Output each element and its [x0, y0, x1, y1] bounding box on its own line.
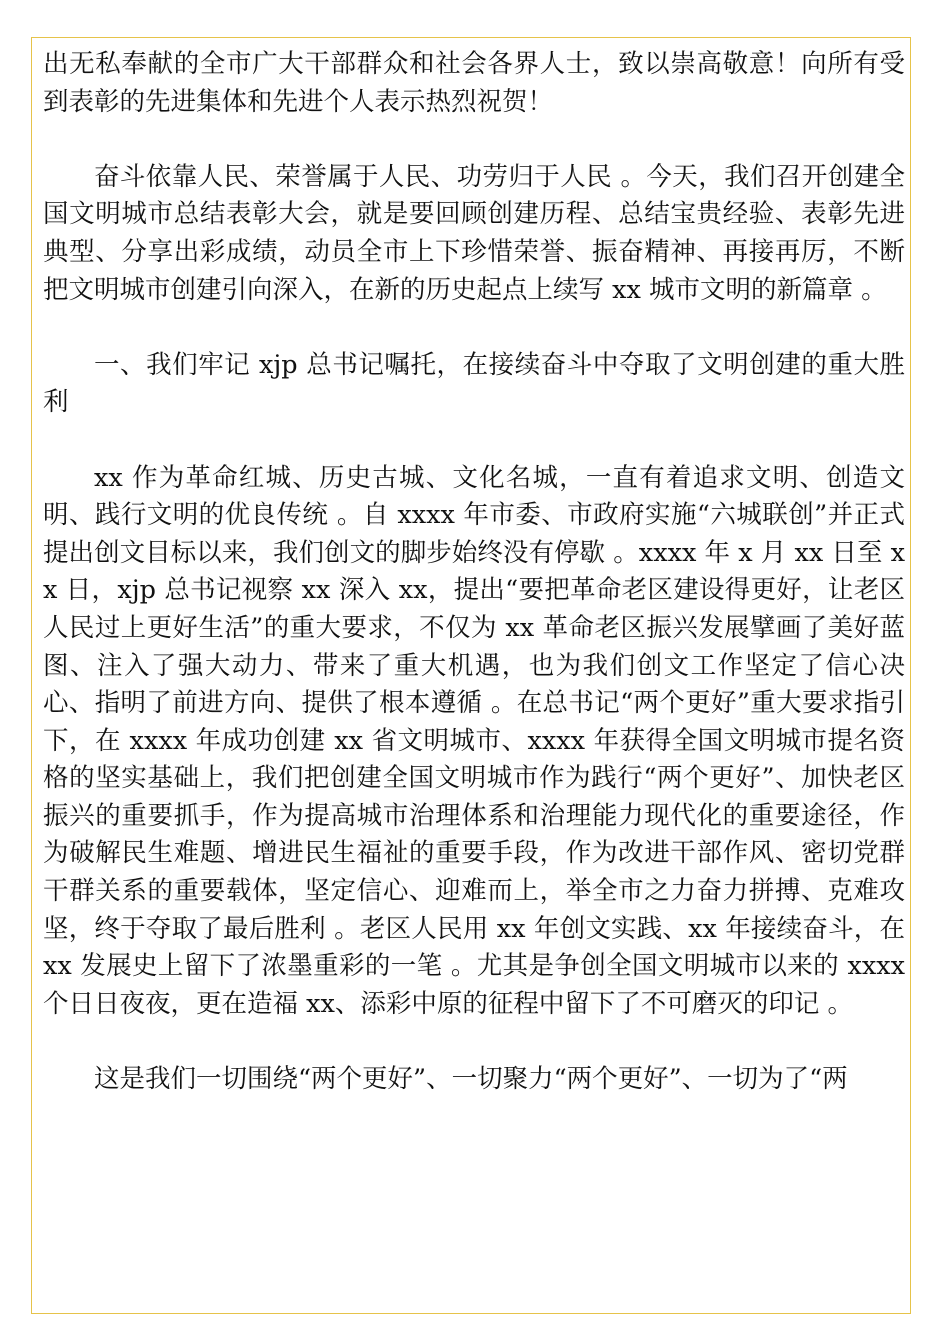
- document-body: [43, 46, 905, 1099]
- paragraph-continuation: 出无私奉献的全市广大干部群众和社会各界人士，致以崇高敬意！向所有受到表彰的先进集体和先进个人表示热烈祝贺！: [43, 49, 905, 117]
- paragraph-two-better: 这是我们一切围绕“两个更好”、一切聚力“两个更好”、一切为了“两: [94, 1064, 848, 1095]
- paragraph-creation-history: xx 作为革命红城、历史古城、文化名城，一直有着追求文明、创造文明、践行文明的优良传统 。自 xxxx 年市委、市政府实施“六城联创”并正式提出创文目标以来，我们创文的脚步始终没有停歇 。xxxx 年 x 月 xx 日至 xx 日，xjp 总书记视察 xx 深入 xx，提出“要把革命老区建设得更好，让老区人民过上更好生活”的重大要求，不仅为 xx 革命老区振兴发展擘画了美好蓝图、注入了强大动力、带来了重大机遇，也为我们创文工作坚定了信心决心、指明了前进方向、提供了根本遵循 。在总书记“两个更好”重大要求指引下，在 xxxx 年成功创建 xx 省文明城市、xxxx 年获得全国文明城市提名资格的坚实基础上，我们把创建全国文明城市作为践行“两个更好”、加快老区振兴的重要抓手，作为提高城市治理体系和治理能力现代化的重要途径，作为破解民生难题、增进民生福祉的重要手段，作为改进干部作风、密切党群干群关系的重要载体，坚定信心、迎难而上，举全市之力奋力拼搏、克难攻坚，终于夺取了最后胜利 。老区人民用 xx 年创文实践、xx 年接续奋斗，在 xx 发展史上留下了浓墨重彩的一笔 。尤其是争创全国文明城市以来的 xxxx 个日日夜夜，更在造福 xx、添彩中原的征程中留下了不可磨灭的印记 。: [43, 462, 905, 1019]
- section-heading-one: 一、我们牢记 xjp 总书记嘱托，在接续奋斗中夺取了文明创建的重大胜利: [43, 349, 905, 418]
- paragraph-conference-purpose: 奋斗依靠人民、荣誉属于人民、功劳归于人民 。今天，我们召开创建全国文明城市总结表彰大会，就是要回顾创建历程、总结宝贵经验、表彰先进典型、分享出彩成绩，动员全市上下珍惜荣誉、振奋精神、再接再厉，不断把文明城市创建引向深入，在新的历史起点上续写 xx 城市文明的新篇章 。: [43, 161, 905, 305]
